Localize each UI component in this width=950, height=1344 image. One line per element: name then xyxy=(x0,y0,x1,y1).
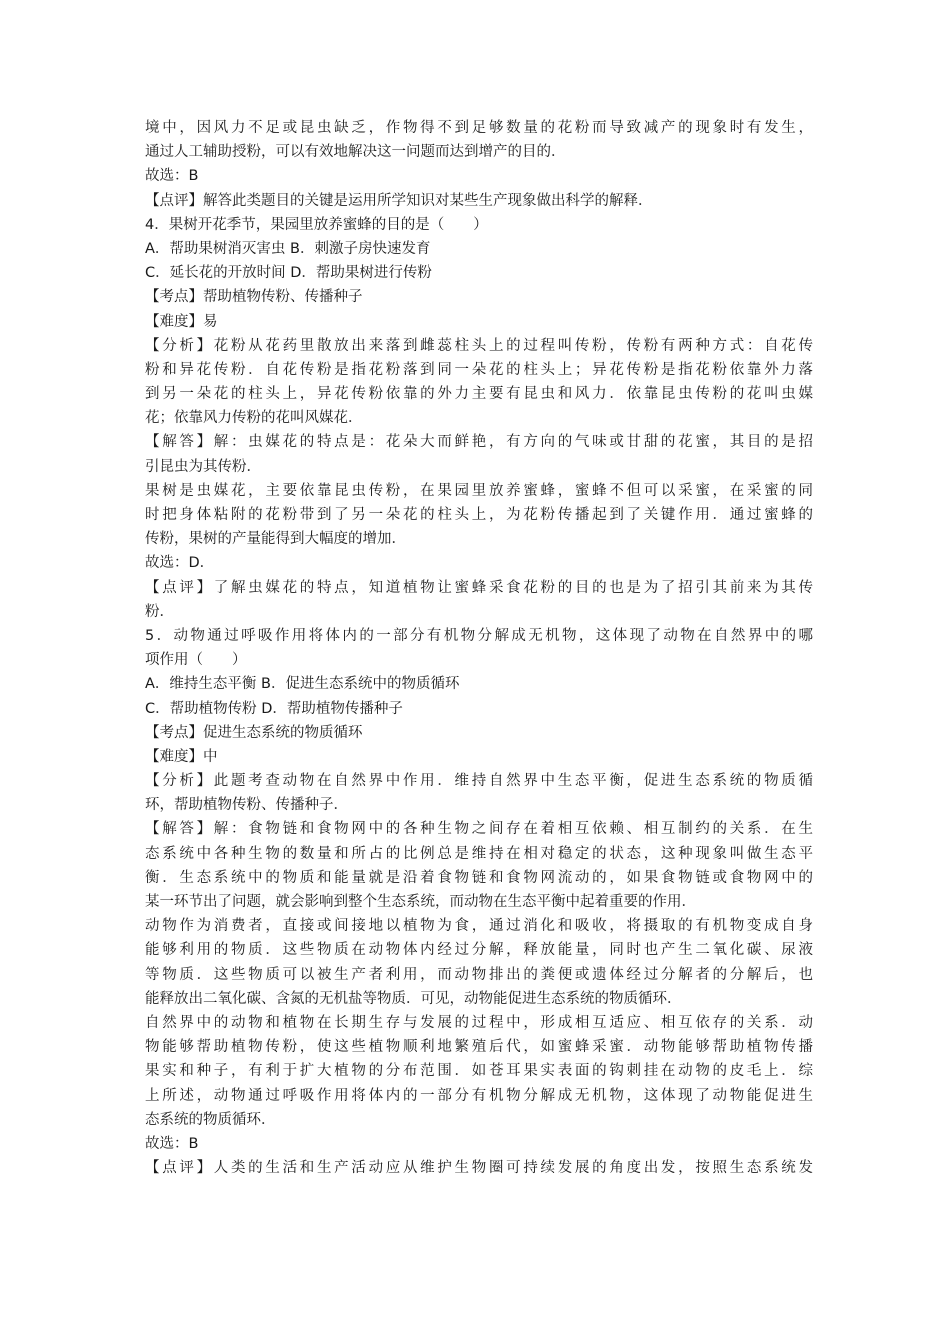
text-line: 【点评】了解虫媒花的特点，知道植物让蜜蜂采食花粉的目的也是为了招引其前来为其传 xyxy=(145,579,813,596)
text-line: 能释放出二氧化碳、含氮的无机盐等物质．可见，动物能促进生态系统的物质循环． xyxy=(145,990,682,1007)
text-line: C．帮助植物传粉 D．帮助植物传播种子 xyxy=(145,700,403,717)
text-line: 项作用（ ） xyxy=(145,652,247,669)
text-line: 态系统中各种生物的数量和所占的比例总是维持在相对稳定的状态，这种现象叫做生态平 xyxy=(145,845,813,862)
document-page xyxy=(145,116,813,1180)
text-line: 5．动物通过呼吸作用将体内的一部分有机物分解成无机物，这体现了动物在自然界中的哪 xyxy=(145,627,813,644)
text-line: 衡．生态系统中的物质和能量就是沿着食物链和食物网流动的，如果食物链或食物网中的 xyxy=(145,869,813,886)
text-line: 到另一朵花的柱头上，异花传粉依靠的外力主要有昆虫和风力．依靠昆虫传粉的花叫虫媒 xyxy=(145,386,813,403)
text-line: 【分析】此题考查动物在自然界中作用．维持自然界中生态平衡，促进生态系统的物质循 xyxy=(145,773,813,790)
text-line: 能够利用的物质．这些物质在动物体内经过分解，释放能量，同时也产生二氧化碳、尿液 xyxy=(145,942,813,959)
text-line: 【解答】解：虫媒花的特点是：花朵大而鲜艳，有方向的气味或甘甜的花蜜，其目的是招 xyxy=(145,434,813,451)
text-line: 【点评】解答此类题目的关键是运用所学知识对某些生产现象做出科学的解释． xyxy=(145,192,653,209)
text-line: 上所述，动物通过呼吸作用将体内的一部分有机物分解成无机物，这体现了动物能促进生 xyxy=(145,1087,813,1104)
text-line: 【考点】促进生态系统的物质循环 xyxy=(145,724,363,741)
text-line: 故选：B xyxy=(145,168,199,185)
text-line: 等物质．这些物质可以被生产者利用，而动物排出的粪便或遗体经过分解者的分解后，也 xyxy=(145,966,813,983)
text-line: 【解答】解：食物链和食物网中的各种生物之间存在着相互依赖、相互制约的关系．在生 xyxy=(145,821,813,838)
text-line: 【分析】花粉从花药里散放出来落到雌蕊柱头上的过程叫传粉，传粉有两种方式：自花传 xyxy=(145,337,813,354)
text-line: 自然界中的动物和植物在长期生存与发展的过程中，形成相互适应、相互依存的关系．动 xyxy=(145,1014,813,1031)
text-line: 故选：D． xyxy=(145,555,215,572)
text-line: 传粉，果树的产量能得到大幅度的增加． xyxy=(145,531,406,548)
text-line: 故选：B xyxy=(145,1135,199,1152)
text-line: 引昆虫为其传粉． xyxy=(145,458,261,475)
text-line: 境中，因风力不足或昆虫缺乏，作物得不到足够数量的花粉而导致减产的现象时有发生， xyxy=(145,120,813,136)
text-line: 花；依靠风力传粉的花叫风媒花． xyxy=(145,410,363,427)
text-line: 粉和异花传粉．自花传粉是指花粉落到同一朵花的柱头上；异花传粉是指花粉依靠外力落 xyxy=(145,361,813,378)
text-line: A．维持生态平衡 B．促进生态系统中的物质循环 xyxy=(145,676,460,693)
text-line: 时把身体粘附的花粉带到了另一朵花的柱头上，为花粉传播起到了关键作用．通过蜜蜂的 xyxy=(145,507,813,523)
text-line: A．帮助果树消灭害虫 B．刺激子房快速发育 xyxy=(145,240,431,257)
text-line: 通过人工辅助授粉，可以有效地解决这一问题而达到增产的目的． xyxy=(145,144,566,161)
text-line: 态系统的物质循环． xyxy=(145,1111,276,1128)
text-line: 物能够帮助植物传粉，使这些植物顺利地繁殖后代，如蜜蜂采蜜．动物能够帮助植物传播 xyxy=(145,1039,813,1056)
text-line: 【难度】易 xyxy=(145,313,218,330)
text-line: 果树是虫媒花，主要依靠昆虫传粉，在果园里放养蜜蜂，蜜蜂不但可以采蜜，在采蜜的同 xyxy=(145,482,813,499)
text-line: 【考点】帮助植物传粉、传播种子 xyxy=(145,289,363,306)
text-line: 【点评】人类的生活和生产活动应从维护生物圈可持续发展的角度出发，按照生态系统发 xyxy=(145,1160,813,1177)
text-line: 粉． xyxy=(145,603,174,620)
text-line: 4．果树开花季节，果园里放养蜜蜂的目的是（ ） xyxy=(145,216,488,233)
text-line: 【难度】中 xyxy=(145,748,218,765)
text-line: 环，帮助植物传粉、传播种子． xyxy=(145,797,348,814)
text-line: C．延长花的开放时间 D．帮助果树进行传粉 xyxy=(145,265,432,282)
text-line: 果实和种子，有利于扩大植物的分布范围．如苍耳果实表面的钩刺挂在动物的皮毛上．综 xyxy=(145,1063,813,1080)
text-line: 动物作为消费者，直接或间接地以植物为食，通过消化和吸收，将摄取的有机物变成自身 xyxy=(145,918,813,935)
text-line: 某一环节出了问题，就会影响到整个生态系统，而动物在生态平衡中起着重要的作用． xyxy=(145,894,696,910)
